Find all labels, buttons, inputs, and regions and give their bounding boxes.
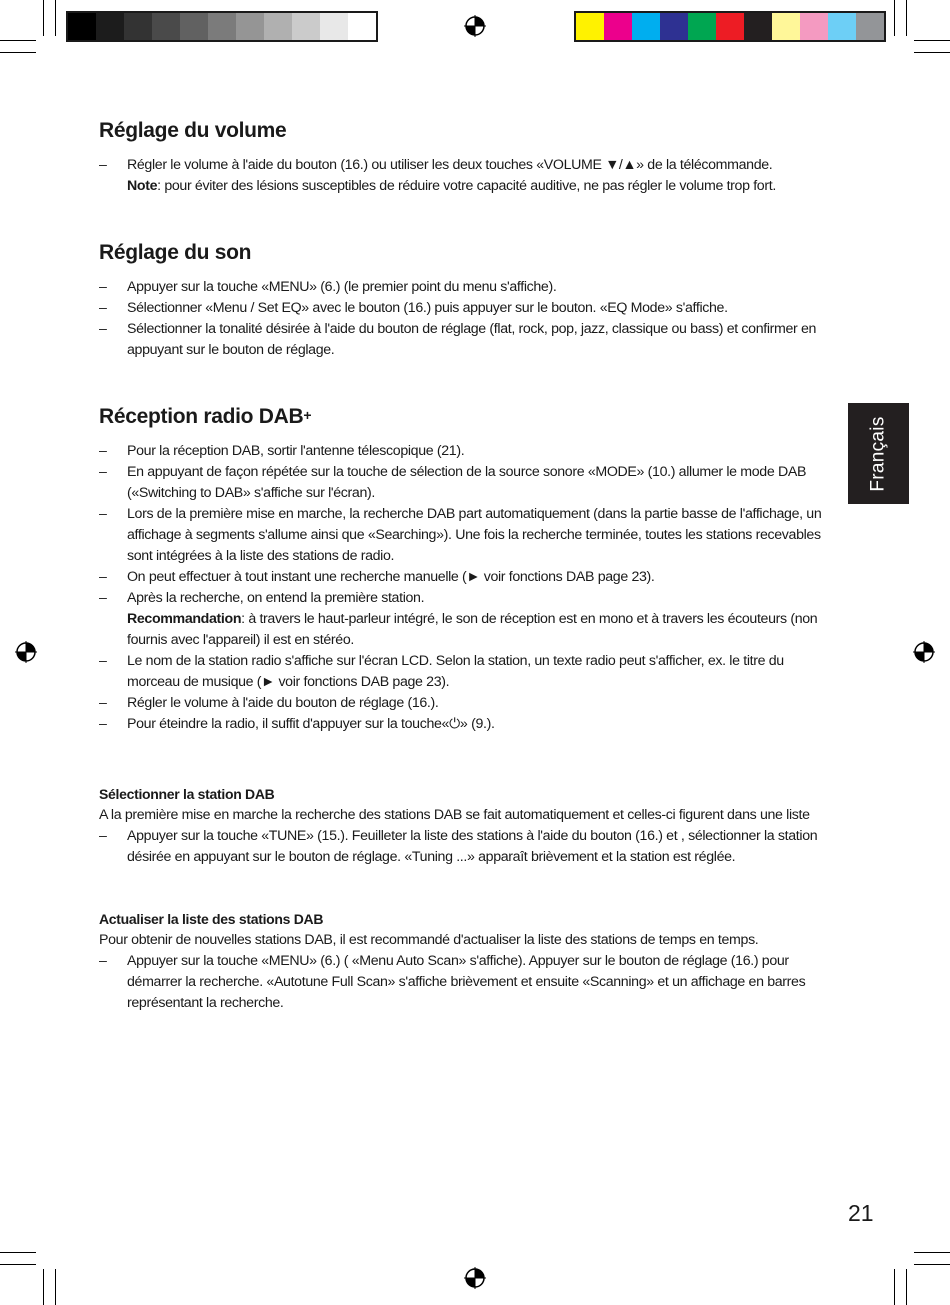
list-item-text: Régler le volume à l'aide du bouton (16.) ou utiliser les deux touches «VOLUME ▼/▲» de la télécommande.	[127, 157, 773, 173]
crop-mark	[0, 1252, 36, 1253]
grayscale-color-bar	[66, 11, 378, 42]
list-item: – Pour la réception DAB, sortir l'antenne télescopique (21).	[99, 441, 827, 462]
recommendation-label: Recommandation	[127, 611, 242, 627]
list-item: – Sélectionner la tonalité désirée à l'aide du bouton de réglage (flat, rock, pop, jazz, classique ou bass) et confirmer en appuyant sur le bouton de réglage.	[99, 319, 827, 361]
list-item: – Lors de la première mise en marche, la recherche DAB part automatiquement (dans la partie basse de l'affichage, un affichage à segments s'allume ainsi que «Searching»). Une fois la recherche terminée, toutes les stations recevables sont intégrées à la liste des stations de radio.	[99, 504, 827, 567]
crop-mark	[906, 1269, 907, 1305]
color-swatch	[604, 13, 632, 40]
color-swatch	[320, 13, 348, 40]
list-item	[99, 588, 827, 651]
color-swatch	[576, 13, 604, 40]
color-swatch	[236, 13, 264, 40]
list-item	[99, 155, 827, 197]
registration-mark-icon	[464, 1267, 486, 1289]
section-volume	[99, 116, 827, 197]
registration-mark-icon	[15, 641, 37, 663]
paragraph: A la première mise en marche la recherche des stations DAB se fait automatiquement et celles-ci figurent dans une liste	[99, 807, 810, 823]
section-title	[99, 402, 827, 432]
registration-mark-icon	[464, 15, 486, 37]
registration-mark-icon	[913, 641, 935, 663]
color-swatch	[688, 13, 716, 40]
crop-mark	[914, 1264, 950, 1265]
section-update-station-list	[99, 909, 827, 1014]
color-swatch	[800, 13, 828, 40]
note-label: Note	[127, 178, 158, 194]
dab-plus-superscript: +	[303, 407, 312, 423]
list-item: – Appuyer sur la touche «MENU» (6.) (le premier point du menu s'affiche).	[99, 277, 827, 298]
section-title: Réglage du son	[99, 241, 252, 264]
recommendation-text: : à travers le haut-parleur intégré, le son de réception est en mono et à travers les écouteurs (non fournis avec l'appareil) il est en stéréo.	[127, 611, 818, 648]
color-swatch	[828, 13, 856, 40]
list-item: – Le nom de la station radio s'affiche sur l'écran LCD. Selon la station, un texte radio peut s'afficher, ex. le titre du morceau de musique (► voir fonctions DAB page 23).	[99, 651, 827, 693]
color-swatch	[632, 13, 660, 40]
section-dab-reception	[99, 402, 827, 735]
language-tab-label: Français	[867, 415, 889, 492]
bullet-list	[99, 441, 827, 735]
page-number: 21	[848, 1200, 874, 1226]
color-swatch	[180, 13, 208, 40]
crop-mark	[55, 0, 56, 36]
color-swatch	[660, 13, 688, 40]
note-text: : pour éviter des lésions susceptibles de réduire votre capacité auditive, ne pas régler le volume trop fort.	[157, 178, 776, 194]
color-swatch	[124, 13, 152, 40]
section-select-dab-station	[99, 784, 827, 868]
section-sound	[99, 238, 827, 361]
bullet-list	[99, 277, 827, 361]
color-swatch	[152, 13, 180, 40]
process-color-bar	[574, 11, 886, 42]
color-swatch	[96, 13, 124, 40]
color-swatch	[208, 13, 236, 40]
crop-mark	[914, 52, 950, 53]
language-tab	[848, 403, 909, 504]
color-swatch	[292, 13, 320, 40]
bullet-list	[99, 826, 827, 868]
color-swatch	[348, 13, 376, 40]
list-item: – Appuyer sur la touche «TUNE» (15.). Feuilleter la liste des stations à l'aide du bouton (16.) et , sélectionner la station désirée en appuyant sur le bouton de réglage. «Tuning ...» apparaît brièvement et la station est réglée.	[99, 826, 827, 868]
color-swatch	[716, 13, 744, 40]
list-item: – En appuyant de façon répétée sur la touche de sélection de la source sonore «MODE» (10.) allumer le mode DAB («Switching to DAB» s'affiche sur l'écran).	[99, 462, 827, 504]
crop-mark	[894, 1269, 895, 1305]
bullet-list	[99, 951, 827, 1014]
section-title: Réglage du volume	[99, 119, 287, 142]
crop-mark	[43, 0, 44, 36]
subsection-title: Sélectionner la station DAB	[99, 786, 275, 802]
list-item: – Sélectionner «Menu / Set EQ» avec le bouton (16.) puis appuyer sur le bouton. «EQ Mode» s'affiche.	[99, 298, 827, 319]
crop-mark	[55, 1269, 56, 1305]
bullet-list	[99, 155, 827, 197]
crop-mark	[914, 40, 950, 41]
crop-mark	[906, 0, 907, 36]
crop-mark	[43, 1269, 44, 1305]
crop-mark	[894, 0, 895, 36]
list-item: – On peut effectuer à tout instant une recherche manuelle (► voir fonctions DAB page 23).	[99, 567, 827, 588]
color-swatch	[264, 13, 292, 40]
color-swatch	[772, 13, 800, 40]
section-title-text: Réception radio DAB	[99, 405, 304, 428]
subsection-title: Actualiser la liste des stations DAB	[99, 911, 324, 927]
list-item: – Appuyer sur la touche «MENU» (6.) ( «Menu Auto Scan» s'affiche). Appuyer sur le bouton de réglage (16.) pour démarrer la recherche. «Autotune Full Scan» s'affiche brièvement et ensuite «Scanning» et un affichage en barres représentant la recherche.	[99, 951, 827, 1014]
list-item: – Pour éteindre la radio, il suffit d'appuyer sur la touche«⏻» (9.).	[99, 714, 827, 735]
list-item: – Régler le volume à l'aide du bouton de réglage (16.).	[99, 693, 827, 714]
paragraph: Pour obtenir de nouvelles stations DAB, il est recommandé d'actualiser la liste des stations de temps en temps.	[99, 932, 759, 948]
list-item-text: Après la recherche, on entend la première station.	[127, 590, 425, 606]
page-content	[99, 116, 827, 1014]
crop-mark	[0, 1264, 36, 1265]
crop-mark	[0, 40, 36, 41]
crop-mark	[0, 52, 36, 53]
color-swatch	[68, 13, 96, 40]
crop-mark	[914, 1252, 950, 1253]
color-swatch	[744, 13, 772, 40]
color-swatch	[856, 13, 884, 40]
